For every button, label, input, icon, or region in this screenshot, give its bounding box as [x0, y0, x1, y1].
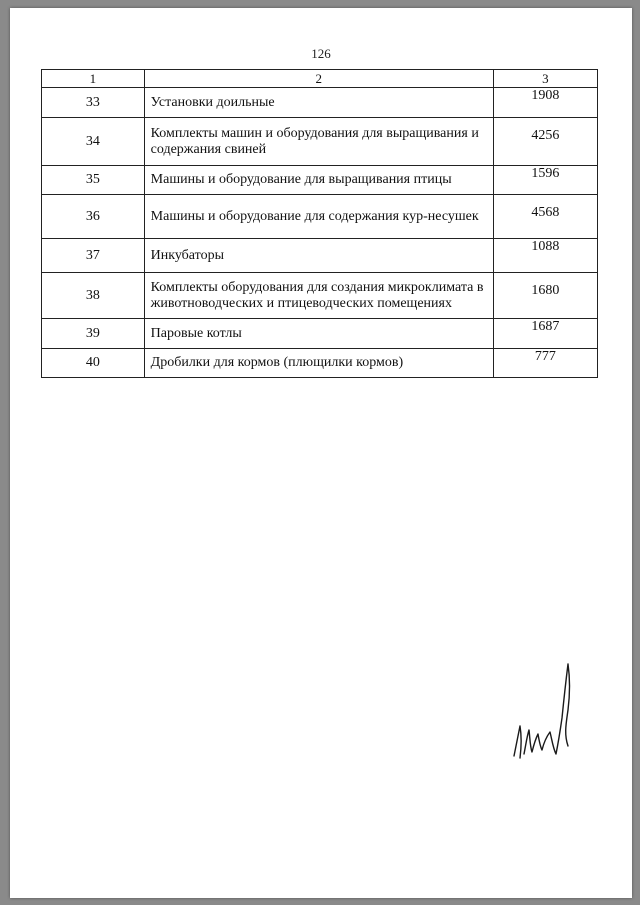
- column-header-3: 3: [493, 70, 597, 88]
- table-row: [42, 239, 598, 273]
- row-number: 35: [42, 166, 145, 195]
- row-name: Комплекты оборудования для создания микроклимата в животноводческих и птицеводческих помещениях: [144, 273, 493, 319]
- row-name: Машины и оборудование для содержания кур-несушек: [144, 195, 493, 239]
- table-row: [42, 195, 598, 239]
- handwritten-signature: [506, 658, 586, 768]
- row-value: 777: [493, 349, 597, 378]
- column-header-1: 1: [42, 70, 145, 88]
- row-name: Дробилки для кормов (плющилки кормов): [144, 349, 493, 378]
- page-number: 126: [311, 46, 331, 61]
- row-number: 36: [42, 195, 145, 239]
- table-row: [42, 88, 598, 118]
- row-name: Инкубаторы: [144, 239, 493, 273]
- table-row: [42, 166, 598, 195]
- row-value: 1088: [493, 239, 597, 273]
- table-header-row: [42, 70, 598, 88]
- row-value: 1687: [493, 319, 597, 349]
- row-number: 34: [42, 118, 145, 166]
- document-page: [10, 8, 632, 898]
- row-value: 1908: [493, 88, 597, 118]
- row-name: Комплекты машин и оборудования для выращивания и содержания свиней: [144, 118, 493, 166]
- table-row: [42, 273, 598, 319]
- table-row: [42, 349, 598, 378]
- row-name: Паровые котлы: [144, 319, 493, 349]
- row-value: 1596: [493, 166, 597, 195]
- row-value: 4256: [493, 118, 597, 166]
- table-row: [42, 118, 598, 166]
- row-number: 38: [42, 273, 145, 319]
- table-row: [42, 319, 598, 349]
- row-number: 37: [42, 239, 145, 273]
- data-table: [41, 69, 598, 378]
- row-number: 39: [42, 319, 145, 349]
- column-header-2: 2: [144, 70, 493, 88]
- row-number: 40: [42, 349, 145, 378]
- row-value: 1680: [493, 273, 597, 319]
- row-value: 4568: [493, 195, 597, 239]
- row-name: Машины и оборудование для выращивания птицы: [144, 166, 493, 195]
- row-number: 33: [42, 88, 145, 118]
- row-name: Установки доильные: [144, 88, 493, 118]
